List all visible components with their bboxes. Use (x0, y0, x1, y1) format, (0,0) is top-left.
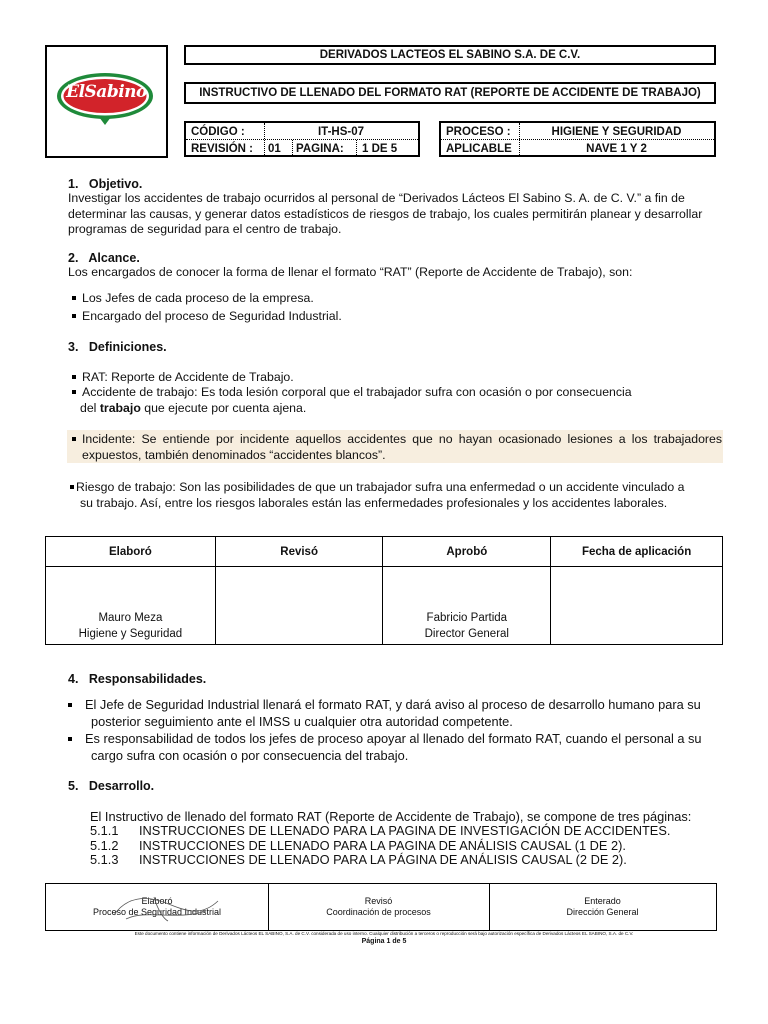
definiciones-heading: 3. Definiciones. (68, 340, 167, 354)
sig-aprobo-cell (383, 567, 551, 645)
def-incidente: Incidente: Se entiende por incidente aquellos accidentes que no hayan ocasionado lesiones a los trabajadores expuestos, también denominados “accidentes blancos”. (72, 432, 722, 463)
alcance-bullet-1: Los Jefes de cada proceso de la empresa. (72, 291, 314, 307)
objetivo-line-1: Investigar los accidentes de trabajo ocurridos al personal de “Derivados Lácteos El Sabino S. A. de C. V.” a fin de (68, 191, 685, 205)
footer-reviso: Revisó Coordinación de procesos (326, 896, 431, 917)
elaboro-role: Higiene y Seguridad (78, 628, 183, 640)
logo-box (45, 45, 168, 158)
company-name: DERIVADOS LACTEOS EL SABINO S.A. DE C.V. (319, 49, 581, 61)
proceso-value: HIGIENE Y SEGURIDAD (551, 125, 682, 138)
footer-table (45, 883, 717, 931)
pagina-label: PAGINA: (296, 142, 344, 155)
objetivo-line-3: programas de seguridad para el centro de trabajo. (68, 222, 342, 236)
desarrollo-intro: El Instructivo de llenado del formato RAT (Reporte de Accidente de Trabajo), se compone de tres páginas: (90, 809, 692, 824)
sig-reviso-cell (215, 567, 383, 645)
desarrollo-item: 5.1.2 INSTRUCCIONES DE LLENADO PARA LA PAGINA DE ANÁLISIS CAUSAL (1 DE 2). (90, 837, 626, 853)
revision-label: REVISIÓN : (191, 142, 253, 155)
sig-header-reviso: Revisó (215, 537, 383, 567)
logo-text: ElSabino (66, 82, 147, 102)
sig-elaboro-cell (46, 567, 216, 645)
signature-scribble (106, 891, 226, 925)
responsabilidades-heading: 4. Responsabilidades. (68, 672, 207, 686)
sig-fecha-cell (551, 567, 723, 645)
doc-title: INSTRUCTIVO DE LLENADO DEL FORMATO RAT (REPORTE DE ACCIDENTE DE TRABAJO) (199, 87, 701, 99)
codigo-label: CÓDIGO : (191, 125, 245, 138)
sig-header-fecha: Fecha de aplicación (551, 537, 723, 567)
aplicable-label: APLICABLE (446, 142, 512, 155)
desarrollo-item: 5.1.1 INSTRUCCIONES DE LLENADO PARA LA PAGINA DE INVESTIGACIÓN DE ACCIDENTES. (90, 823, 671, 838)
alcance-heading: 2. Alcance. (68, 251, 140, 265)
sig-header-elaboro: Elaboró (46, 537, 216, 567)
company-name-box (184, 45, 716, 65)
objetivo-line-2: determinar las causas, y generar datos estadísticos de riesgos de trabajo, los cuales permitirán planear y desarrollar (68, 206, 703, 221)
footer-elaboro: Elaboró Proceso de Seguridad Industrial (92, 896, 222, 917)
codigo-value: IT-HS-07 (317, 125, 364, 138)
footer-enterado: Enterado Dirección General (566, 896, 639, 917)
alcance-bullet-2: Encargado del proceso de Seguridad Industrial. (72, 309, 342, 325)
doc-title-box (184, 82, 716, 104)
footer-disclaimer: Este documento contiene información de Derivados Lácteos EL SABINO, S.A. de C.V. considerada de uso interno. Cualquier distribución a terceros o reproducción será bajo autorización específica de Derivados Lácteos EL SABINO, S.A. de C.V. (134, 931, 634, 936)
desarrollo-heading: 5. Desarrollo. (68, 779, 155, 793)
sig-header-aprobo: Aprobó (383, 537, 551, 567)
objetivo-heading: 1. Objetivo. (68, 177, 143, 191)
def-accidente: Accidente de trabajo: Es toda lesión corporal que el trabajador sufra con ocasión o por consecuencia del trabajo que ejecute por cuenta ajena. (72, 385, 632, 416)
footer-page-number: Página 1 de 5 (361, 938, 407, 945)
revision-value: 01 (268, 142, 281, 155)
proceso-label: PROCESO : (446, 125, 511, 138)
def-riesgo: Riesgo de trabajo: Son las posibilidades de que un trabajador sufra una enfermedad o un accidente vinculado a su trabajo. Así, entre los riesgos laborales están las enfermedades profesionales y los accidentes laborales. (70, 480, 684, 511)
signature-table (45, 536, 723, 645)
desarrollo-items (90, 824, 670, 868)
aplicable-value: NAVE 1 Y 2 (586, 142, 647, 155)
desarrollo-item: 5.1.3 INSTRUCCIONES DE LLENADO PARA LA PÁGINA DE ANÁLISIS CAUSAL (2 DE 2). (90, 852, 627, 867)
aprobo-name: Fabricio Partida (426, 612, 508, 624)
def-rat: RAT: Reporte de Accidente de Trabajo. (72, 370, 294, 386)
process-box (439, 121, 716, 157)
objetivo-text (68, 191, 702, 238)
aprobo-role: Director General (424, 628, 509, 640)
elaboro-name: Mauro Meza (98, 612, 163, 624)
pagina-value: 1 DE 5 (362, 142, 398, 155)
resp-bullet-1: El Jefe de Seguridad Industrial llenará el formato RAT, y dará aviso al proceso de desarrollo humano para su posterior seguimiento ante el IMSS u cualquier otra autoridad competente. (68, 696, 701, 730)
resp-bullet-2: Es responsabilidad de todos los jefes de proceso apoyar al llenado del formato RAT, cuando el personal a su cargo sufra con ocasión o por consecuencia del trabajo. (68, 730, 702, 764)
code-box (184, 121, 420, 157)
alcance-intro: Los encargados de conocer la forma de llenar el formato “RAT” (Reporte de Accidente de Trabajo), son: (68, 265, 633, 279)
